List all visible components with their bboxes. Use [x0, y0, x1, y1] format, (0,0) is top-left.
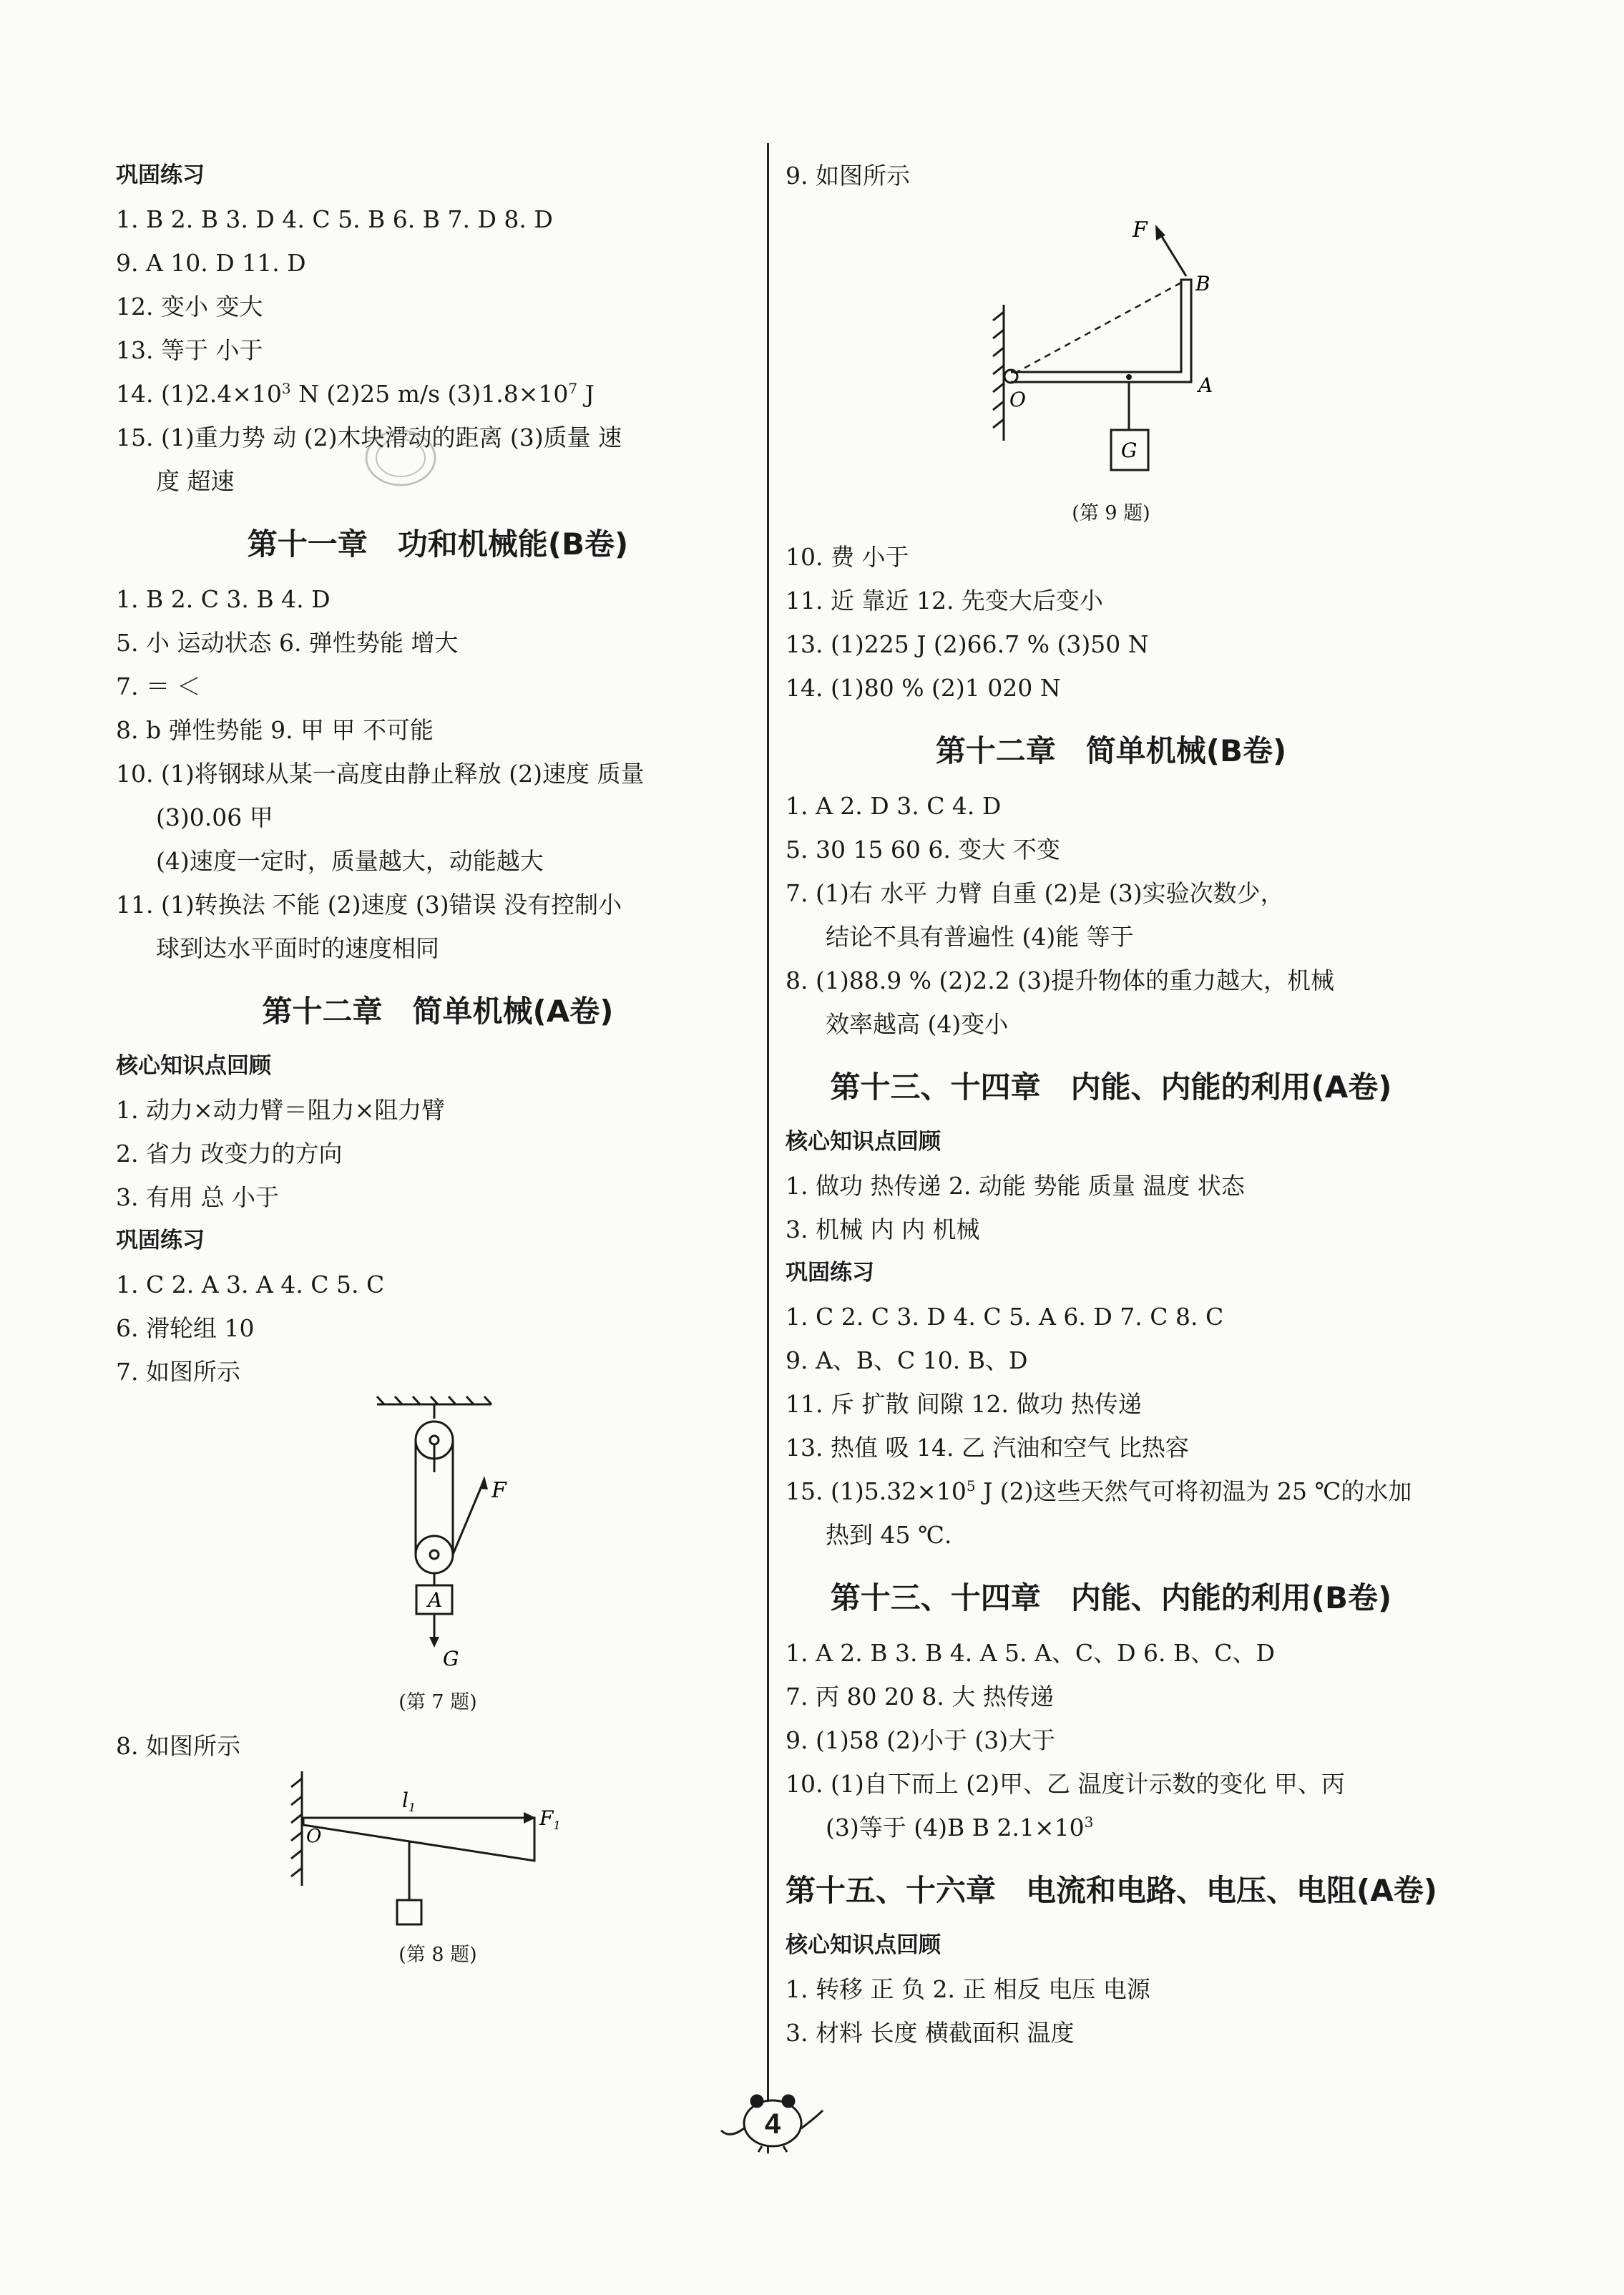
lever-figure-8	[280, 1768, 595, 1939]
answer-line: 效率越高 (4)变小	[826, 1010, 1009, 1038]
answer-line: 8. (1)88.9 % (2)2.2 (3)提升物体的重力越大，机械	[786, 967, 1334, 994]
answer-line: 1. C 2. A 3. A 4. C 5. C	[116, 1271, 385, 1298]
page-number-badge	[708, 2089, 837, 2153]
fig7-label-A: A	[428, 1588, 443, 1612]
answer-line: 12. 变小 变大	[116, 293, 263, 320]
chapter-heading: 第十三、十四章 内能、内能的利用(B卷)	[830, 1580, 1392, 1615]
answer-line: 热到 45 ℃.	[826, 1521, 952, 1549]
fig9-label-O: O	[1009, 388, 1026, 411]
answer-line: 14. $(1)2.4\times 10^3$ N (2)25 m/s $(3)1.8\times 10^7$ J	[116, 380, 595, 408]
answer-line: 9. 如图所示	[786, 162, 910, 190]
left-column	[116, 154, 760, 1977]
chapter-heading: 第十三、十四章 内能、内能的利用(A卷)	[830, 1070, 1392, 1105]
section-subtitle: 核心知识点回顾	[786, 1129, 941, 1155]
answer-line: 1. 转移 正 负 2. 正 相反 电压 电源	[786, 1975, 1150, 2003]
answer-line: 10. 费 小于	[786, 543, 909, 571]
right-column	[786, 154, 1437, 2055]
section-subtitle: 核心知识点回顾	[786, 1932, 941, 1958]
answer-line: 13. 热值 吸 14. 乙 汽油和空气 比热容	[786, 1434, 1189, 1462]
answer-line: 3. 机械 内 内 机械	[786, 1215, 980, 1243]
answer-line: 11. 斥 扩散 间隙 12. 做功 热传递	[786, 1390, 1142, 1418]
answer-line: 5. 30 15 60 6. 变大 不变	[786, 836, 1060, 863]
section-subtitle: 巩固练习	[116, 162, 205, 188]
answer-line: 11. (1)转换法 不能 (2)速度 (3)错误 没有控制小	[116, 891, 622, 919]
answer-line: 15. $(1)5.32\times 10^5$ J (2)这些天然气可将初温为 25 ℃的水加	[786, 1477, 1412, 1505]
answer-line: 3. 有用 总 小于	[116, 1183, 279, 1211]
answer-line: 10. (1)自下而上 (2)甲、乙 温度计示数的变化 甲、丙	[786, 1770, 1345, 1798]
chapter-heading: 第十二章 简单机械(B卷)	[935, 733, 1287, 768]
answer-line: 7. 丙 80 20 8. 大 热传递	[786, 1683, 1054, 1711]
answer-line: 球到达水平面时的速度相同	[156, 934, 439, 962]
answer-line: 1. B 2. C 3. B 4. D	[116, 585, 331, 613]
answer-line: 度 超速	[156, 467, 235, 495]
fig9-label-A: A	[1198, 373, 1213, 397]
answer-line: 1. C 2. C 3. D 4. C 5. A 6. D 7. C 8. C	[786, 1303, 1224, 1331]
answer-line: 10. (1)将钢球从某一高度由静止释放 (2)速度 质量	[116, 760, 645, 788]
answer-line: 8. b 弹性势能 9. 甲 甲 不可能	[116, 716, 434, 744]
pulley-figure	[345, 1394, 531, 1687]
answer-line: (3)0.06 甲	[156, 803, 273, 831]
answer-line: (4)速度一定时，质量越大，动能越大	[156, 847, 544, 875]
section-subtitle: 巩固练习	[786, 1260, 874, 1286]
answer-line: 1. B 2. B 3. D 4. C 5. B 6. B 7. D 8. D	[116, 205, 553, 233]
answer-line: 3. 材料 长度 横截面积 温度	[786, 2019, 1075, 2047]
answer-line: 8. 如图所示	[116, 1732, 240, 1760]
chapter-heading: 第十一章 功和机械能(B卷)	[247, 527, 629, 562]
answer-line: 7. (1)右 水平 力臂 自重 (2)是 (3)实验次数少，	[786, 879, 1284, 907]
answer-line: 7. 如图所示	[116, 1358, 240, 1386]
answer-line: 1. 动力×动力臂＝阻力×阻力臂	[116, 1096, 446, 1124]
fig9-label-B: B	[1195, 272, 1210, 295]
chapter-heading: 第十二章 简单机械(A卷)	[262, 994, 614, 1029]
answer-line: 6. 滑轮组 10	[116, 1314, 255, 1342]
answer-line: 11. 近 靠近 12. 先变大后变小	[786, 587, 1103, 615]
answer-line: 7. ＝ ＜	[116, 672, 201, 700]
chapter-heading: 第十五、十六章 电流和电路、电压、电阻(A卷)	[786, 1873, 1437, 1908]
fig8-label-O: O	[306, 1826, 322, 1847]
answer-line: 15. (1)重力势 动 (2)木块滑动的距离 (3)质量 速	[116, 424, 622, 451]
figure-caption: (第 7 题)	[398, 1691, 477, 1713]
page-number: 4	[764, 2108, 781, 2140]
answer-line: 9. (1)58 (2)小于 (3)大于	[786, 1726, 1056, 1754]
figure-caption: (第 9 题)	[1072, 502, 1150, 524]
answer-line: (3)等于 (4)B B $2.1\times 10^3$	[826, 1814, 1094, 1841]
answer-line: 1. 做功 热传递 2. 动能 势能 质量 温度 状态	[786, 1172, 1245, 1200]
fig9-label-F: F	[1133, 217, 1148, 243]
answer-line: 2. 省力 改变力的方向	[116, 1140, 343, 1168]
section-subtitle: 核心知识点回顾	[116, 1053, 271, 1079]
column-divider	[767, 143, 769, 2153]
answer-line: 13. (1)225 J (2)66.7 % (3)50 N	[786, 630, 1149, 658]
answer-line: 13. 等于 小于	[116, 336, 263, 364]
fig7-label-G: G	[443, 1647, 459, 1670]
section-subtitle: 巩固练习	[116, 1228, 205, 1253]
fig8-label-F: $F_1$	[539, 1806, 561, 1832]
answer-line: 9. A、B、C 10. B、D	[786, 1346, 1028, 1374]
fig7-label-F: F	[491, 1478, 507, 1503]
answer-line: 1. A 2. D 3. C 4. D	[786, 792, 1002, 820]
answer-line: 1. A 2. B 3. B 4. A 5. A、C、D 6. B、C、D	[786, 1639, 1275, 1667]
answer-line: 9. A 10. D 11. D	[116, 249, 306, 277]
answer-line: 14. (1)80 % (2)1 020 N	[786, 674, 1061, 702]
lever-figure-9	[954, 197, 1268, 498]
figure-caption: (第 8 题)	[398, 1944, 477, 1966]
fig8-label-l: $l_1$	[402, 1788, 416, 1814]
fig9-label-G: G	[1121, 439, 1138, 462]
answer-line: 结论不具有普遍性 (4)能 等于	[826, 923, 1134, 951]
answer-line: 5. 小 运动状态 6. 弹性势能 增大	[116, 629, 459, 657]
